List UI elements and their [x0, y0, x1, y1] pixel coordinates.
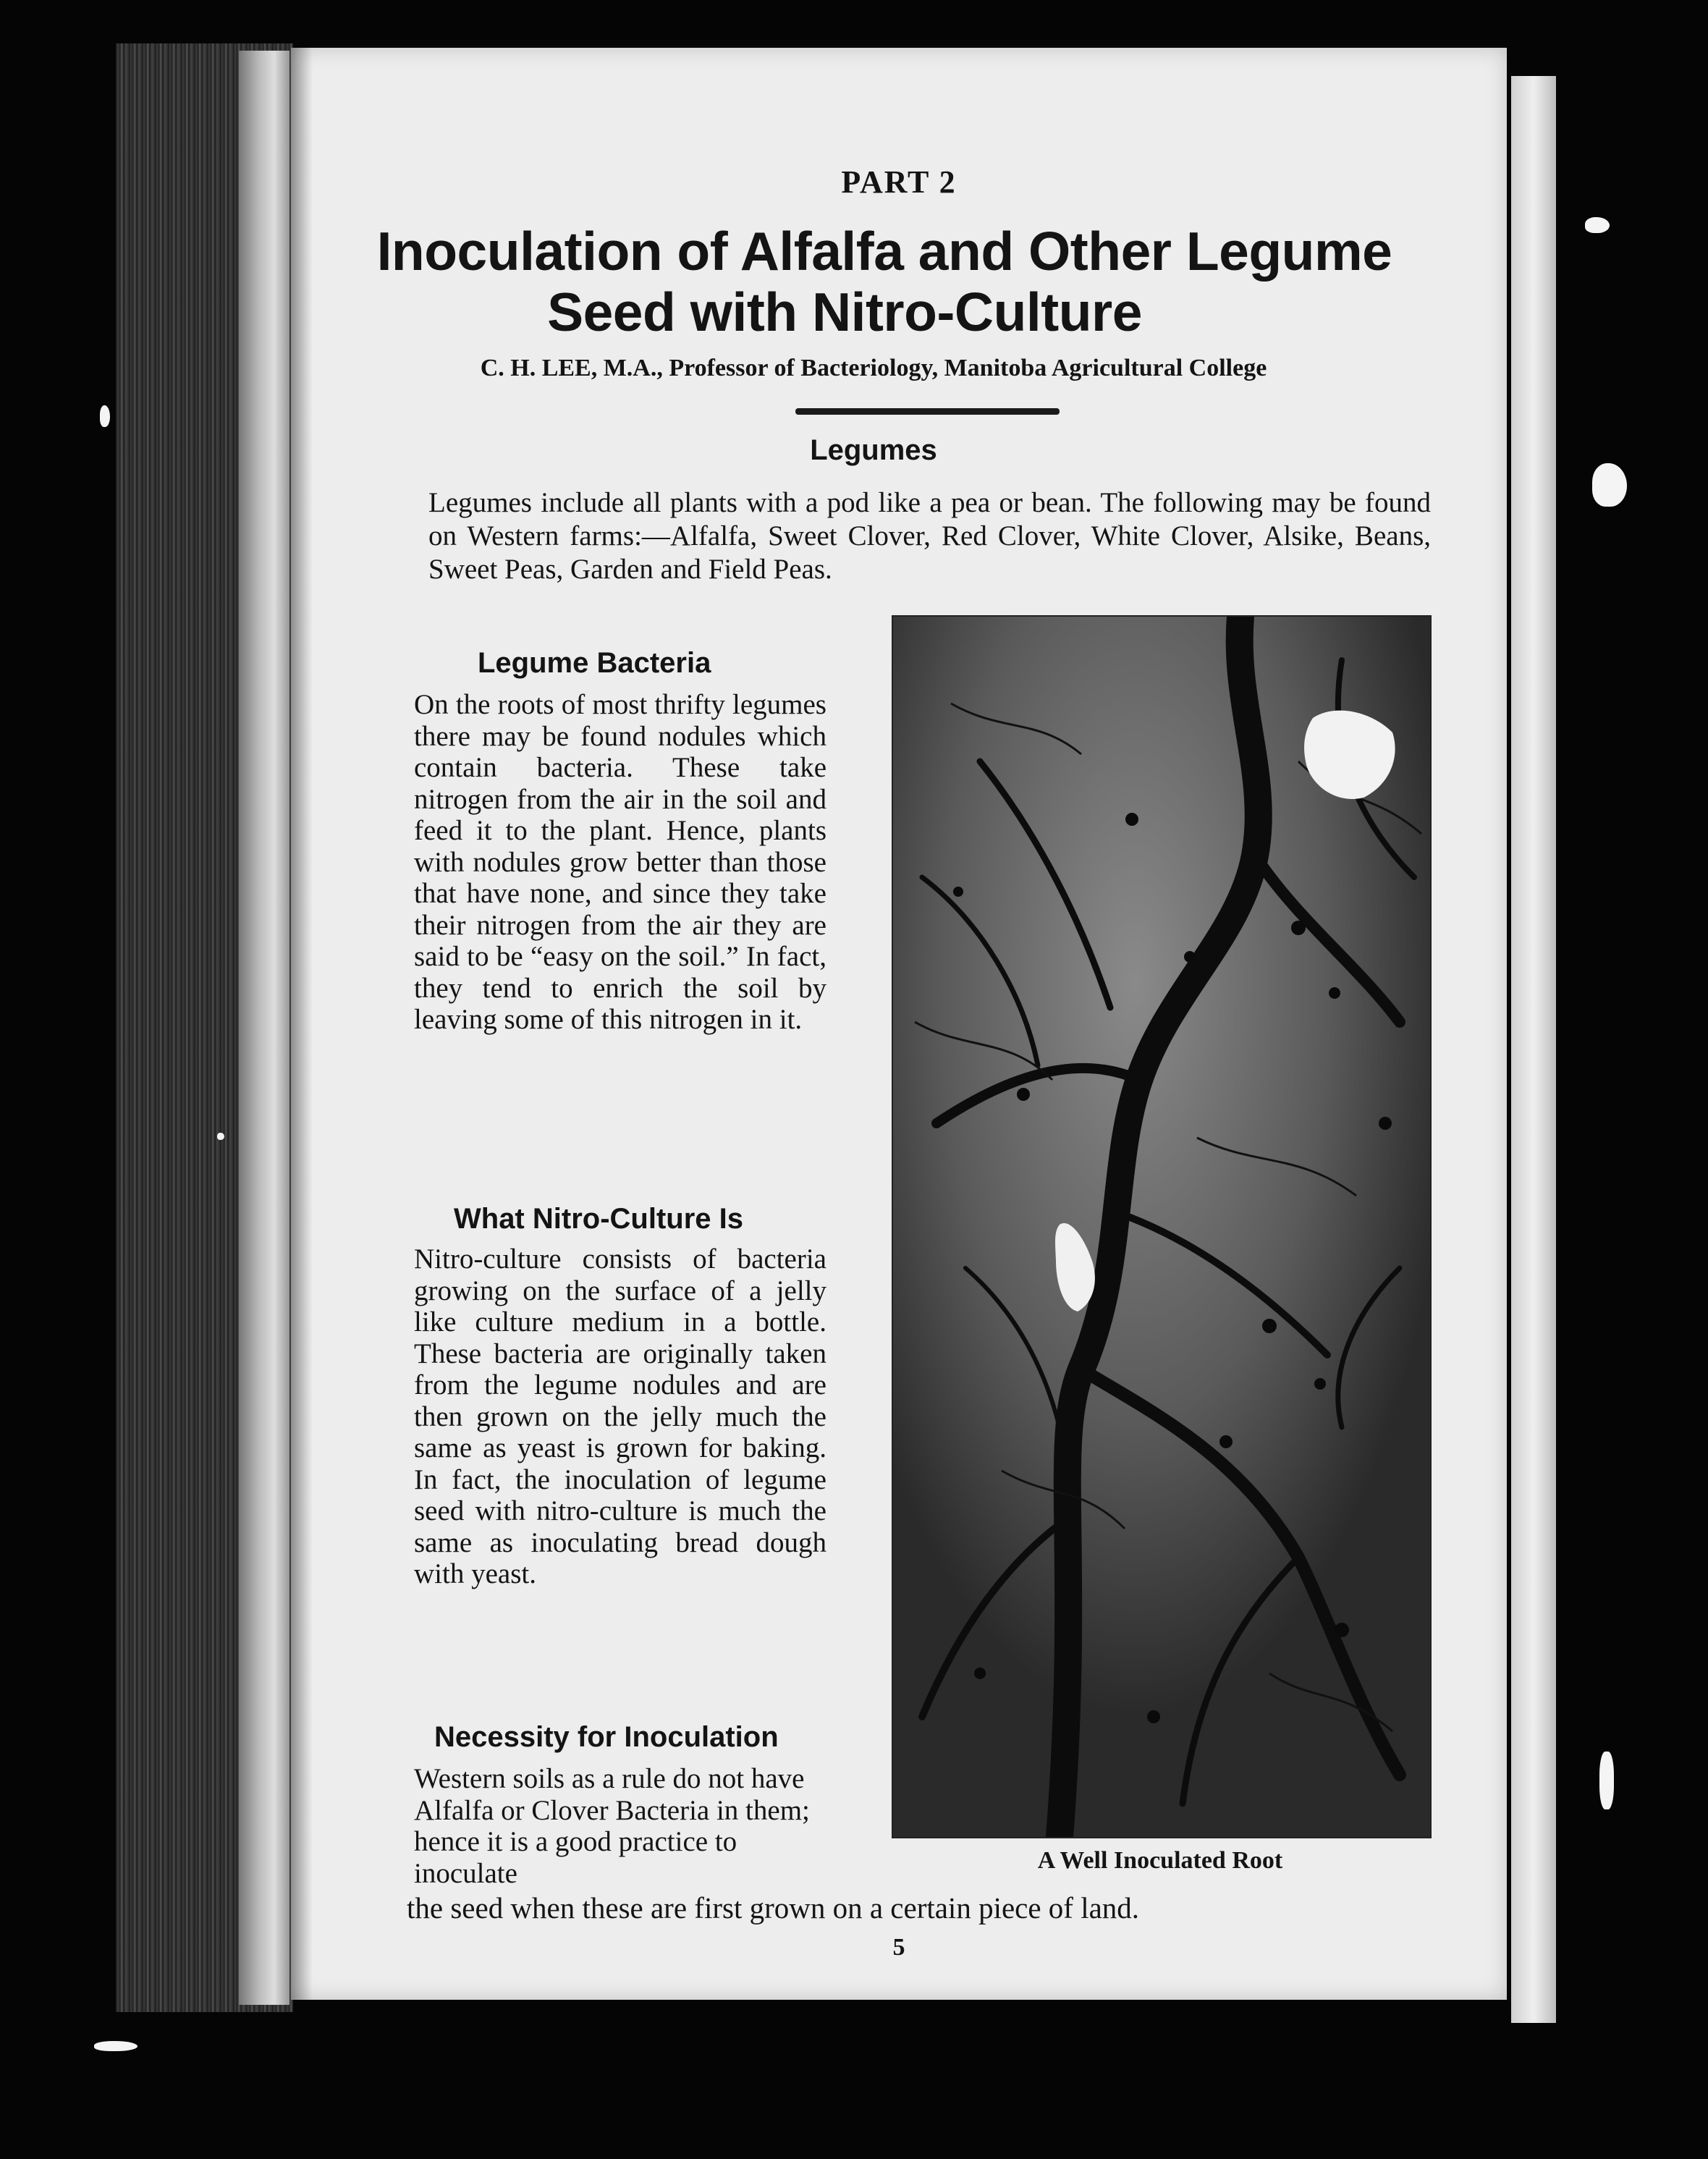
page-number: 5 [892, 1934, 905, 1961]
scan-speck [217, 1133, 224, 1140]
scan-speck [100, 405, 110, 427]
legume-bacteria-heading: Legume Bacteria [478, 647, 711, 679]
figure-caption: A Well Inoculated Root [1037, 1847, 1283, 1874]
necessity-last-line: the seed when these are first grown on a certain piece of land. [407, 1891, 1140, 1924]
necessity-heading: Necessity for Inoculation [434, 1721, 779, 1753]
title-line-2: Seed with Nitro-Culture [547, 282, 1142, 342]
nitro-culture-heading: What Nitro-Culture Is [454, 1203, 743, 1235]
title-divider-rule [795, 408, 1060, 415]
scan-speck [1585, 217, 1610, 233]
author-byline: C. H. LEE, M.A., Professor of Bacteriology, Manitoba Agricultural College [480, 355, 1267, 381]
part-label: PART 2 [841, 164, 957, 200]
book-page [291, 48, 1507, 2000]
root-photograph [892, 615, 1432, 1838]
scan-speck [94, 2041, 138, 2051]
facing-page-edge [1511, 76, 1556, 2023]
legumes-heading: Legumes [810, 434, 937, 466]
scan-speck [1592, 463, 1627, 507]
nitro-culture-paragraph: Nitro-culture consists of bacteria growing on the surface of a jelly like culture medium in a bottle. These bacteria are originally taken from the legume nodules and are then grown on the jelly much the same as yeast is grown for baking. In fact, the inoculation of legume seed with nitro-culture is much the same as inoculating bread dough with yeast. [414, 1243, 826, 1589]
title-line-1: Inoculation of Alfalfa and Other Legume [376, 221, 1392, 282]
legume-bacteria-paragraph: On the roots of most thrifty legumes there may be found nodules which contain bacteria. These take nitrogen from the air in the soil and feed it to the plant. Hence, plants with nodules grow better than those that have none, and since they take their nitrogen from the air they are said to be “easy on the soil.” In fact, they tend to enrich the soil by leaving some of this nitrogen in it. [414, 689, 826, 1035]
book-binding-gutter [239, 51, 289, 2005]
legumes-paragraph: Legumes include all plants with a pod like a pea or bean. The following may be found on Western farms:—Alfalfa, Sweet Clover, Red Clover, White Clover, Alsike, Beans, Sweet Peas, Garden and Field Peas. [428, 487, 1431, 585]
necessity-paragraph: Western soils as a rule do not have Alfalfa or Clover Bacteria in them; hence it is a good practice to inoculate [414, 1763, 810, 1889]
scan-speck [1599, 1752, 1614, 1809]
root-image-svg [893, 617, 1430, 1837]
